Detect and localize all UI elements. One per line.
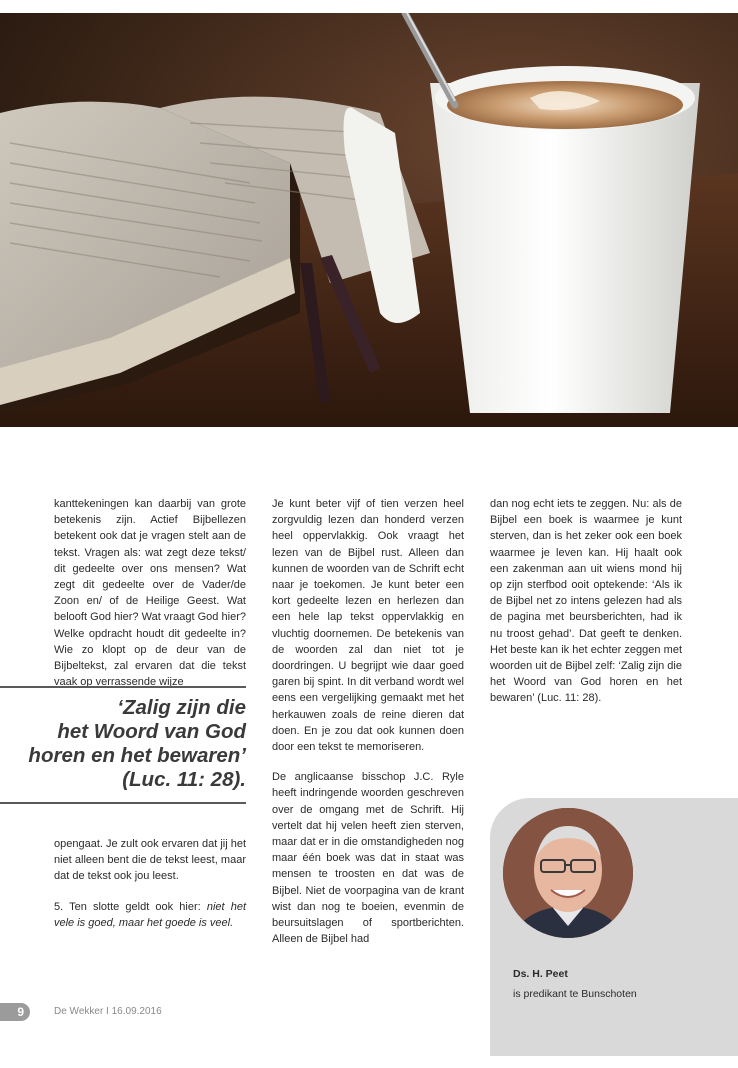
author-name: Ds. H. Peet xyxy=(513,968,568,980)
column3-paragraph-1: dan nog echt iets te zeggen. Nu: als de Bijbel een boek is waarmee je kunt sterven, dan is het zeker ook een boek waarmee je leven kan. Hij haalt ook een zakenman aan uit wiens mond hij op zijn sterfbod ooit optekende: ‘Als ik de Bijbel net zo intens gelezen had als de pagina met beursberichten, had ik nu troost gehad’. Dat geeft te denken. Het beste kan ik het echter zeggen met woorden uit de Bijbel zelf: ‘Zalig zijn die het Woord van God horen en het bewaren’ (Luc. 11: 28). xyxy=(490,498,682,705)
column1-paragraph-3-italic: niet het vele is goed, maar het goede is veel. xyxy=(54,900,246,929)
pull-quote-text xyxy=(6,696,246,792)
column1-paragraph-3 xyxy=(54,899,246,931)
pull-quote-line-4: (Luc. 11: 28). xyxy=(122,768,246,791)
pull-quote-line-1: ‘Zalig zijn die xyxy=(117,696,246,719)
column2-paragraph-2: De anglicaanse bisschop J.C. Ryle heeft indringende woorden geschreven over de omgang met de Schrift. Hij vertelt dat hij velen heeft zien sterven, maar dat er in die omstandigheden nog maar één boek was dat in staat was mensen te troosten en dat was de Bijbel. Niet de voorpagina van de krant wist dan nog te boeien, evenmin de beursuitslagen of sportberichten. Alleen de Bijbel had xyxy=(272,771,464,946)
header-photo xyxy=(0,13,738,427)
pull-quote xyxy=(0,686,246,804)
column2-paragraph-1: Je kunt beter vijf of tien verzen heel zorgvuldig lezen dan honderd verzen heel oppervlakkig. Ook vraagt het lezen van de Bijbel rust. Alleen dan kunnen de woorden van de Schrift echt naar je toekomen. Je kunt beter een kort gedeelte lezen en herlezen dan een hele lap tekst oppervlakkig en vluchtig doornemen. De betekenis van de woorden zal dan niet tot je doordringen. U begrijpt wie daar goed garen bij spint. In dit verband wordt wel eens een vergelijking gemaakt met het herkauwen zoals de reine dieren dat doen. En je zou dat ook kunnen doen door een tekst te memoriseren. xyxy=(272,498,464,754)
column1-paragraph-3-lead: 5. Ten slotte geldt ook hier: xyxy=(54,900,207,913)
column1-paragraph-2: opengaat. Je zult ook ervaren dat jij het niet alleen bent die de tekst leest, maar dat de tekst ook jou leest. xyxy=(54,838,247,883)
article-column-1 xyxy=(54,496,246,700)
author-role: is predikant te Bunschoten xyxy=(513,988,637,1000)
article-column-2 xyxy=(272,496,464,957)
article-column-3 xyxy=(490,496,682,717)
column1-paragraph-1: kanttekeningen kan daarbij van grote betekenis zijn. Actief Bijbellezen betekent ook dat je vragen stelt aan de tekst. Vragen als: wat zegt deze tekst/ dit gedeelte over ons mensen? Wat zegt dit gedeelte over de Vader/de Zoon en/ of de Heilige Geest. Wat belooft God hier? Wat vraagt God hier? Welke opdracht houdt dit gedeelte in? Wie zo klopt op de deur van de Bijbeltekst, zal ervaren dat die tekst vaak op verrassende wijze xyxy=(54,498,246,689)
author-portrait xyxy=(503,808,633,938)
pull-quote-line-3: horen en het bewaren’ xyxy=(28,744,246,767)
article-column-1-continued xyxy=(54,836,246,945)
publication-info: De Wekker I 16.09.2016 xyxy=(54,1006,162,1017)
pull-quote-line-2: het Woord van God xyxy=(57,720,246,743)
page-number: 9 xyxy=(0,1003,30,1021)
